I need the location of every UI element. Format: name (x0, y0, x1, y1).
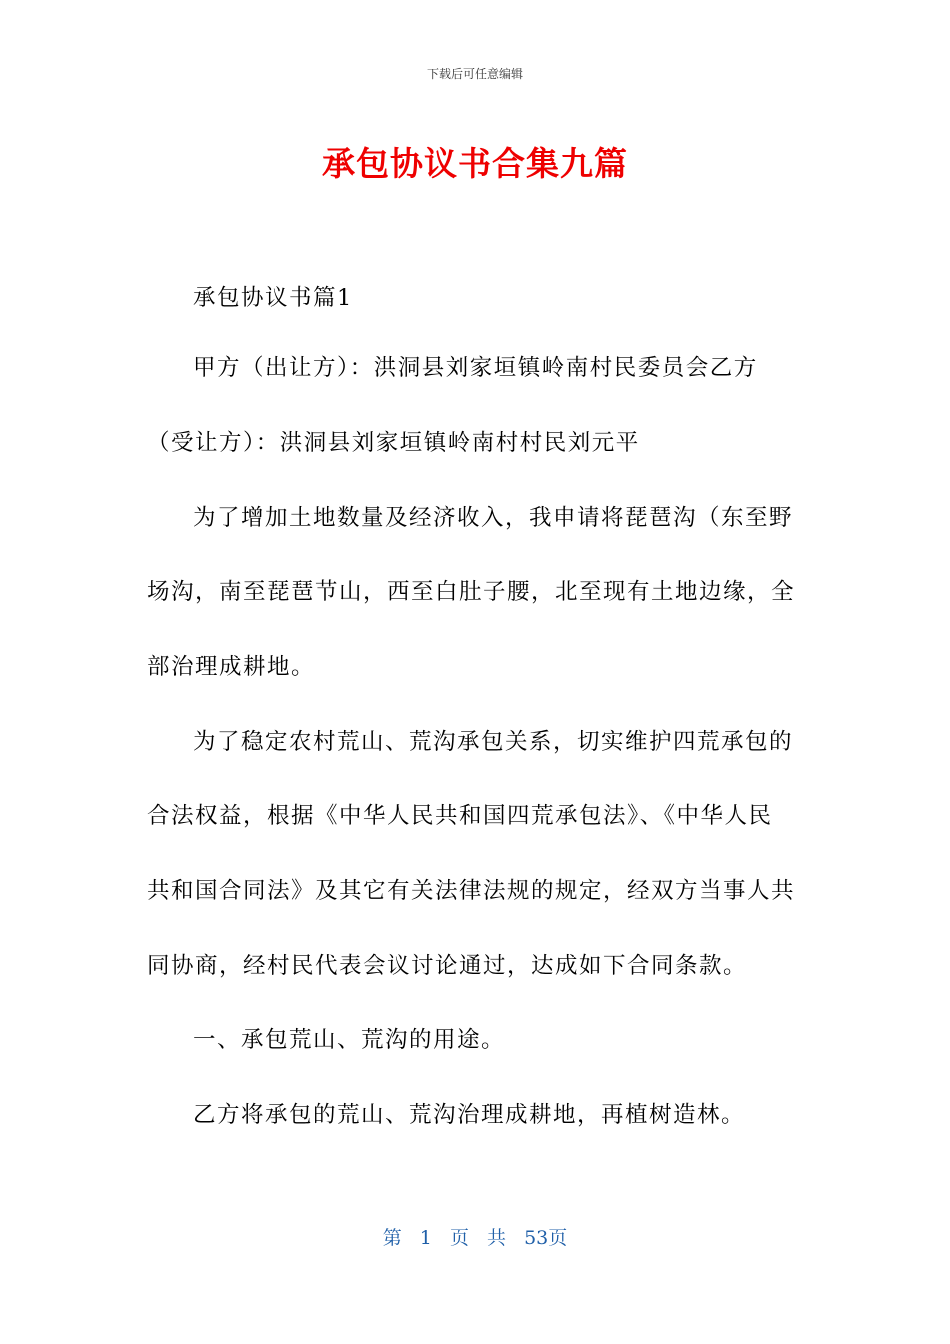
section-heading: 承包协议书篇1 (193, 285, 353, 311)
paragraph-line: 部治理成耕地。 (147, 654, 316, 680)
paragraph-line: 共和国合同法》及其它有关法律法规的规定，经双方当事人共 (147, 878, 796, 904)
paragraph-line: 为了增加土地数量及经济收入，我申请将琵琶沟（东至野 (193, 505, 794, 531)
footer-label-gong: 共 (487, 1227, 507, 1249)
document-title: 承包协议书合集九篇 (322, 144, 628, 183)
paragraph-line: 合法权益，根据《中华人民共和国四荒承包法》、《中华人民 (147, 803, 773, 829)
footer-total-pages: 53页 (524, 1227, 568, 1249)
paragraph-line: 场沟，南至琵琶节山，西至白肚子腰，北至现有土地边缘，全 (147, 579, 796, 605)
paragraph-line: 为了稳定农村荒山、荒沟承包关系，切实维护四荒承包的 (193, 729, 794, 755)
paragraph-line: 乙方将承包的荒山、荒沟治理成耕地，再植树造林。 (193, 1102, 746, 1128)
footer-label-ye: 页 (449, 1227, 469, 1249)
page-header-note: 下载后可任意编辑 (426, 67, 523, 81)
paragraph-line: 甲方（出让方）：洪洞县刘家垣镇岭南村民委员会乙方 (193, 355, 758, 381)
footer-label-di: 第 (382, 1227, 402, 1249)
paragraph-line: （受让方）：洪洞县刘家垣镇岭南村村民刘元平 (147, 430, 640, 456)
paragraph-line: 同协商，经村民代表会议讨论通过，达成如下合同条款。 (147, 953, 748, 979)
page-footer (0, 1224, 950, 1252)
clause-heading: 一、承包荒山、荒沟的用途。 (193, 1027, 506, 1053)
footer-current-page: 1 (419, 1227, 432, 1249)
